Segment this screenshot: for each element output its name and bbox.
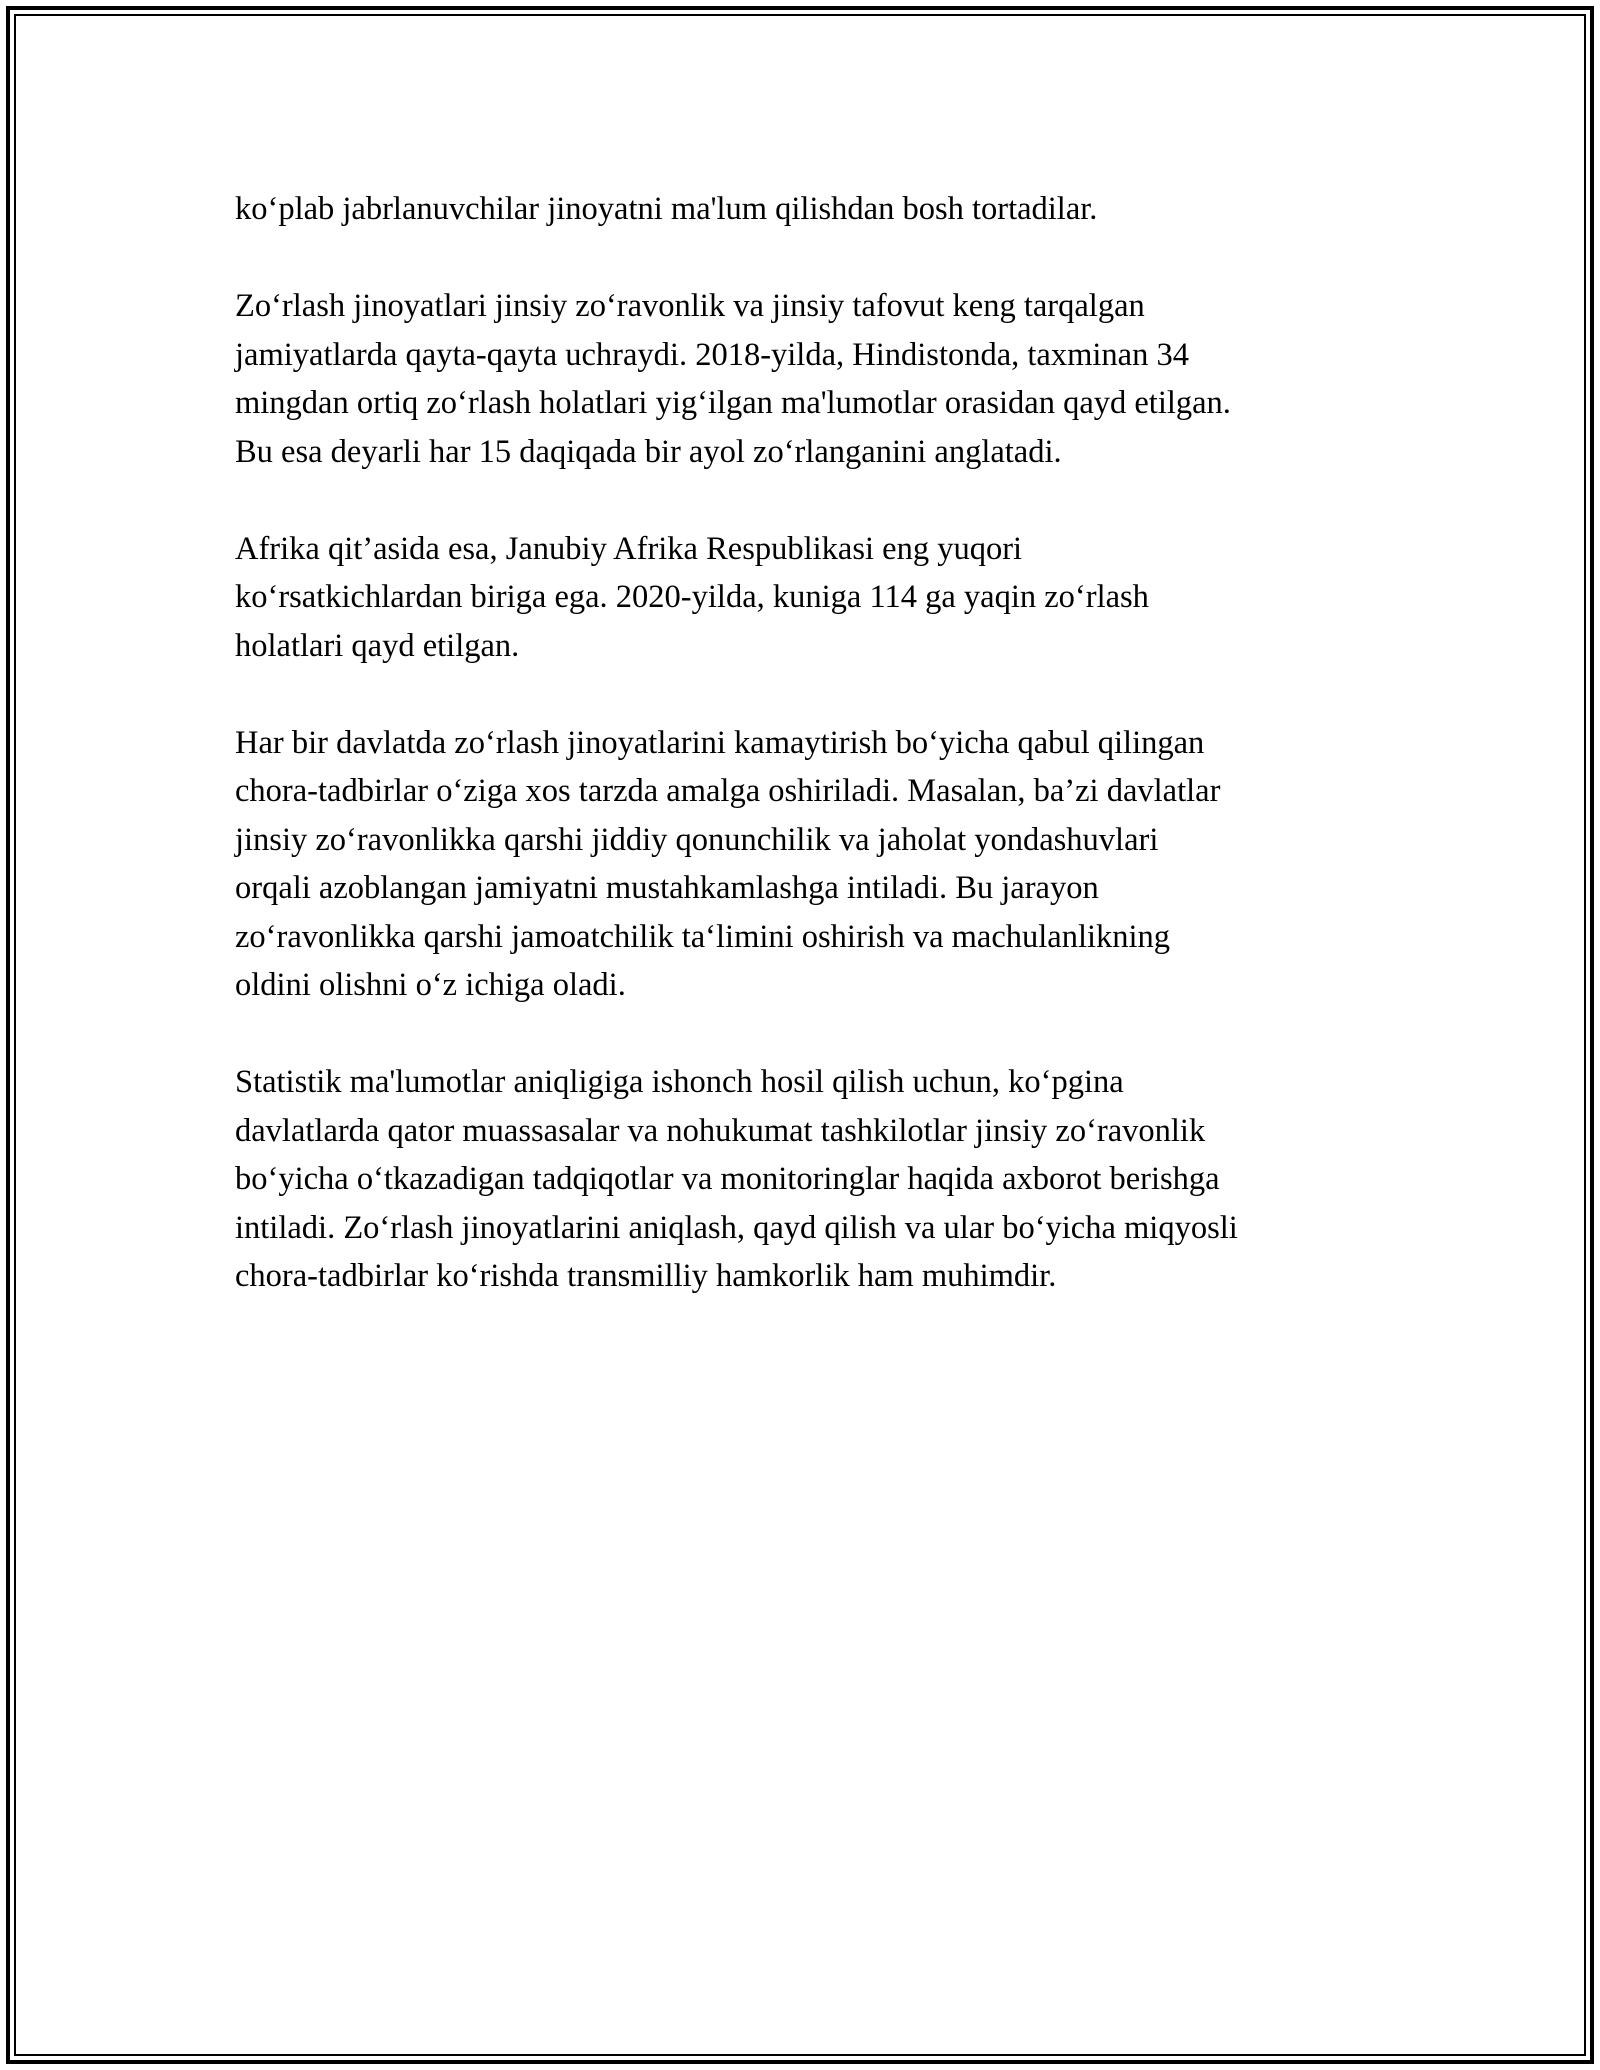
document-body <box>235 185 1395 1349</box>
paragraph-5: Statistik ma'lumotlar aniqligiga ishonch hosil qilish uchun, ko‘pgina davlatlarda qator muassasalar va nohukumat tashkilotlar jinsiy zo‘ravonlik bo‘yicha o‘tkazadigan tadqiqotlar va monitoringlar haqida axborot berishga intiladi. Zo‘rlash jinoyatlarini aniqlash, qayd qilish va ular bo‘yicha miqyosli chora-tadbirlar ko‘rishda transmilliy hamkorlik ham muhimdir. <box>235 1064 1238 1294</box>
paragraph-1: ko‘plab jabrlanuvchilar jinoyatni ma'lum qilishdan bosh tortadilar. <box>235 191 1098 227</box>
paragraph-2: Zo‘rlash jinoyatlari jinsiy zo‘ravonlik va jinsiy tafovut keng tarqalgan jamiyatlarda qayta-qayta uchraydi. 2018-yilda, Hindistonda, taxminan 34 mingdan ortiq zo‘rlash holatlari yig‘ilgan ma'lumotlar orasidan qayd etilgan. Bu esa deyarli har 15 daqiqada bir ayol zo‘rlanganini anglatadi. <box>235 288 1231 470</box>
paragraph-4: Har bir davlatda zo‘rlash jinoyatlarini kamaytirish bo‘yicha qabul qilingan chora-tadbirlar o‘ziga xos tarzda amalga oshiriladi. Masalan, ba’zi davlatlar jinsiy zo‘ravonlikka qarshi jiddiy qonunchilik va jaholat yondashuvlari orqali azoblangan jamiyatni mustahkamlashga intiladi. Bu jarayon zo‘ravonlikka qarshi jamoatchilik ta‘limini oshirish va machulanlikning oldini olishni o‘z ichiga oladi. <box>235 724 1221 1003</box>
paragraph-3: Afrika qit’asida esa, Janubiy Afrika Respublikasi eng yuqori ko‘rsatkichlardan biriga ega. 2020-yilda, kuniga 114 ga yaqin zo‘rlash holatlari qayd etilgan. <box>235 530 1149 664</box>
